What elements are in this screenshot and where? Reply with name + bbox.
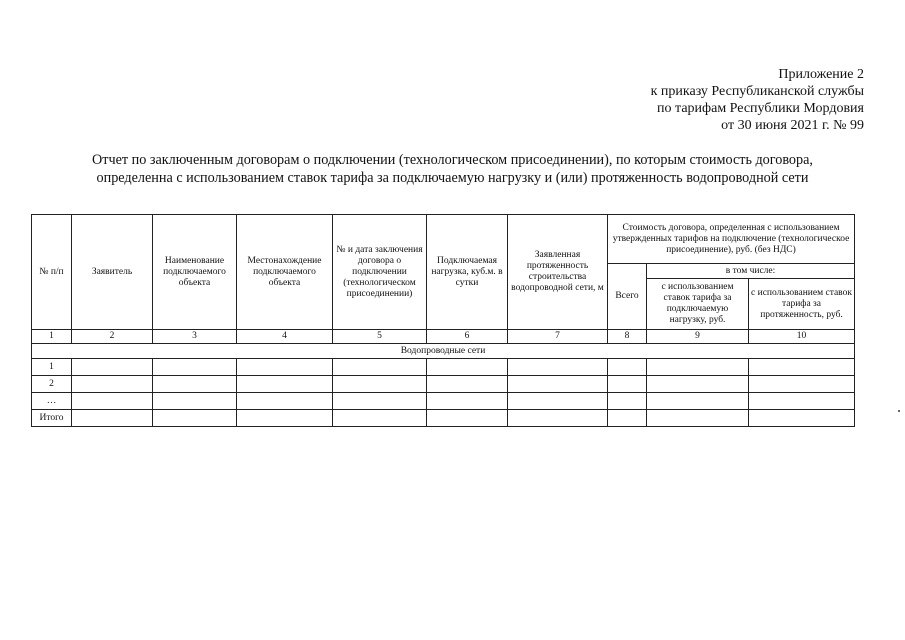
table-cell <box>647 359 749 376</box>
table-cell <box>647 393 749 410</box>
table-cell <box>508 359 608 376</box>
table-cell <box>608 393 647 410</box>
header-including: в том числе: <box>647 264 855 279</box>
table-cell <box>153 359 237 376</box>
table-cell <box>427 376 508 393</box>
header-by-length: с использованием ставок тарифа за протяженность, руб. <box>749 279 855 330</box>
table-cell <box>333 410 427 427</box>
table-cell <box>427 359 508 376</box>
table-cell <box>72 359 153 376</box>
column-number: 10 <box>749 330 855 344</box>
total-label: Итого <box>32 410 72 427</box>
report-title-line: Отчет по заключенным договорам о подключении (технологическом присоединении), по которым стоимость договора, <box>92 152 813 168</box>
column-number: 6 <box>427 330 508 344</box>
table-cell <box>647 410 749 427</box>
table-cell <box>749 410 855 427</box>
table-cell <box>333 376 427 393</box>
scan-speck <box>898 410 900 412</box>
table-cell <box>333 393 427 410</box>
table-row <box>32 359 855 376</box>
header-contract: № и дата заключения договора о подключении (технологическом присоединении) <box>333 215 427 330</box>
appendix-block <box>651 66 864 134</box>
header-row <box>32 215 855 264</box>
table-cell <box>508 393 608 410</box>
appendix-line: к приказу Республиканской службы <box>650 84 864 99</box>
column-number: 8 <box>608 330 647 344</box>
header-cost: Стоимость договора, определенная с использованием утвержденных тарифов на подключение (технологическое присоединение), руб. (без НДС) <box>608 215 855 264</box>
table-cell <box>153 376 237 393</box>
table-cell <box>508 410 608 427</box>
column-number: 1 <box>32 330 72 344</box>
column-number: 2 <box>72 330 153 344</box>
table-cell <box>237 393 333 410</box>
table-cell <box>608 410 647 427</box>
table-cell <box>749 359 855 376</box>
header-applicant: Заявитель <box>72 215 153 330</box>
table-row <box>32 393 855 410</box>
column-number: 4 <box>237 330 333 344</box>
header-location: Местонахождение подключаемого объекта <box>237 215 333 330</box>
column-number-row <box>32 330 855 344</box>
appendix-line: по тарифам Республики Мордовия <box>657 101 864 116</box>
report-title <box>40 152 865 187</box>
table-cell <box>508 376 608 393</box>
section-row <box>32 344 855 359</box>
table-cell <box>427 410 508 427</box>
appendix-line: Приложение 2 <box>778 67 864 82</box>
report-title-line: определенна с использованием ставок тарифа за подключаемую нагрузку и (или) протяженность водопроводной сети <box>96 169 809 186</box>
column-number: 7 <box>508 330 608 344</box>
report-table <box>31 214 855 427</box>
header-by-load: с использованием ставок тарифа за подключаемую нагрузку, руб. <box>647 279 749 330</box>
table-cell <box>749 393 855 410</box>
table-cell <box>608 359 647 376</box>
header-total: Всего <box>608 264 647 330</box>
table-cell <box>427 393 508 410</box>
row-number: 2 <box>32 376 72 393</box>
appendix-line: от 30 июня 2021 г. № 99 <box>721 118 864 133</box>
column-number: 5 <box>333 330 427 344</box>
table-cell <box>237 376 333 393</box>
header-length: Заявленная протяженность строительства водопроводной сети, м <box>508 215 608 330</box>
header-object-name: Наименование подключаемого объекта <box>153 215 237 330</box>
header-load: Подключаемая нагрузка, куб.м. в сутки <box>427 215 508 330</box>
column-number: 9 <box>647 330 749 344</box>
table-cell <box>333 359 427 376</box>
row-number: 1 <box>32 359 72 376</box>
column-number: 3 <box>153 330 237 344</box>
table-cell <box>749 376 855 393</box>
table-cell <box>72 410 153 427</box>
table-cell <box>72 393 153 410</box>
table-cell <box>72 376 153 393</box>
table-cell <box>153 393 237 410</box>
table-row <box>32 376 855 393</box>
table-cell <box>608 376 647 393</box>
table-cell <box>647 376 749 393</box>
row-number: … <box>32 393 72 410</box>
total-row <box>32 410 855 427</box>
table-cell <box>153 410 237 427</box>
table-cell <box>237 410 333 427</box>
header-num: № п/п <box>32 215 72 330</box>
table-cell <box>237 359 333 376</box>
section-title: Водопроводные сети <box>32 344 855 359</box>
